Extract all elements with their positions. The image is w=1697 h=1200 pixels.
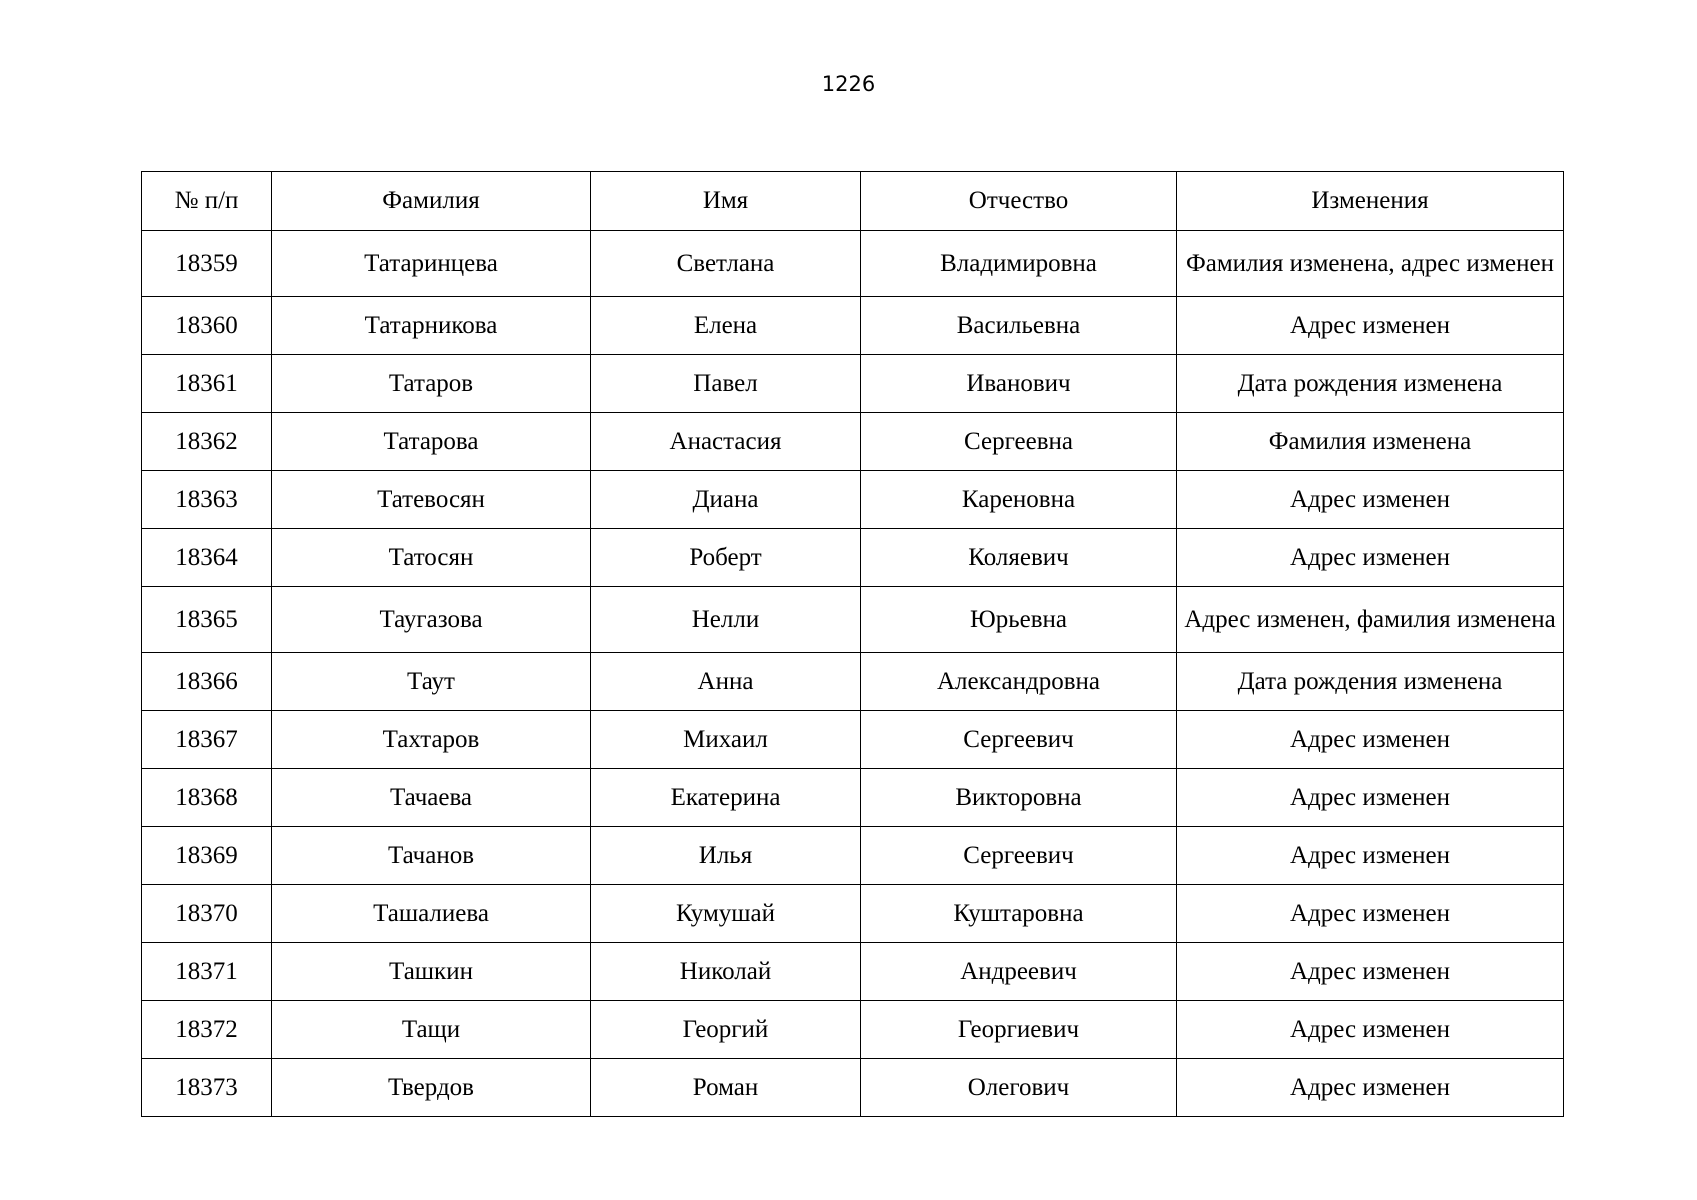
table-row: [142, 653, 1564, 711]
cell-first-name: Анастасия: [591, 413, 861, 471]
cell-surname: Татаринцева: [272, 231, 591, 297]
cell-patronymic: Кареновна: [861, 471, 1177, 529]
cell-number: 18363: [142, 471, 272, 529]
cell-first-name: Нелли: [591, 587, 861, 653]
cell-patronymic: Куштаровна: [861, 885, 1177, 943]
header-surname: Фамилия: [272, 172, 591, 231]
cell-number: 18361: [142, 355, 272, 413]
cell-patronymic: Сергеевна: [861, 413, 1177, 471]
cell-surname: Твердов: [272, 1059, 591, 1117]
cell-changes: Адрес изменен: [1177, 943, 1564, 1001]
header-patronymic: Отчество: [861, 172, 1177, 231]
header-changes: Изменения: [1177, 172, 1564, 231]
table-row: [142, 769, 1564, 827]
cell-first-name: Елена: [591, 297, 861, 355]
table-row: [142, 827, 1564, 885]
cell-surname: Татевосян: [272, 471, 591, 529]
cell-first-name: Светлана: [591, 231, 861, 297]
cell-changes: Адрес изменен: [1177, 711, 1564, 769]
cell-patronymic: Васильевна: [861, 297, 1177, 355]
cell-first-name: Анна: [591, 653, 861, 711]
cell-first-name: Кумушай: [591, 885, 861, 943]
table-row: [142, 413, 1564, 471]
cell-number: 18369: [142, 827, 272, 885]
cell-first-name: Екатерина: [591, 769, 861, 827]
cell-surname: Тахтаров: [272, 711, 591, 769]
cell-first-name: Роман: [591, 1059, 861, 1117]
cell-patronymic: Сергеевич: [861, 711, 1177, 769]
changes-table: [141, 171, 1564, 1117]
cell-number: 18367: [142, 711, 272, 769]
header-first-name: Имя: [591, 172, 861, 231]
cell-patronymic: Владимировна: [861, 231, 1177, 297]
cell-changes: Адрес изменен: [1177, 297, 1564, 355]
cell-first-name: Георгий: [591, 1001, 861, 1059]
cell-changes: Адрес изменен: [1177, 885, 1564, 943]
cell-number: 18370: [142, 885, 272, 943]
cell-surname: Тачанов: [272, 827, 591, 885]
cell-first-name: Михаил: [591, 711, 861, 769]
cell-changes: Адрес изменен, фамилия изменена: [1177, 587, 1564, 653]
cell-patronymic: Андреевич: [861, 943, 1177, 1001]
table-row: [142, 1059, 1564, 1117]
cell-first-name: Николай: [591, 943, 861, 1001]
cell-number: 18372: [142, 1001, 272, 1059]
cell-surname: Татарникова: [272, 297, 591, 355]
cell-first-name: Илья: [591, 827, 861, 885]
cell-number: 18371: [142, 943, 272, 1001]
cell-patronymic: Сергеевич: [861, 827, 1177, 885]
cell-number: 18368: [142, 769, 272, 827]
cell-changes: Адрес изменен: [1177, 1001, 1564, 1059]
cell-changes: Адрес изменен: [1177, 529, 1564, 587]
table-row: [142, 1001, 1564, 1059]
cell-surname: Татаров: [272, 355, 591, 413]
table-header-row: [142, 172, 1564, 231]
table-row: [142, 355, 1564, 413]
cell-number: 18365: [142, 587, 272, 653]
cell-patronymic: Викторовна: [861, 769, 1177, 827]
cell-changes: Адрес изменен: [1177, 769, 1564, 827]
table-row: [142, 231, 1564, 297]
cell-changes: Адрес изменен: [1177, 827, 1564, 885]
table-row: [142, 711, 1564, 769]
cell-surname: Тачаева: [272, 769, 591, 827]
cell-patronymic: Юрьевна: [861, 587, 1177, 653]
page-number: 1226: [821, 72, 876, 96]
cell-surname: Тащи: [272, 1001, 591, 1059]
table-row: [142, 587, 1564, 653]
table-row: [142, 885, 1564, 943]
cell-changes: Адрес изменен: [1177, 471, 1564, 529]
cell-changes: Фамилия изменена, адрес изменен: [1177, 231, 1564, 297]
cell-patronymic: Георгиевич: [861, 1001, 1177, 1059]
cell-changes: Адрес изменен: [1177, 1059, 1564, 1117]
cell-number: 18366: [142, 653, 272, 711]
cell-number: 18362: [142, 413, 272, 471]
cell-first-name: Диана: [591, 471, 861, 529]
table-row: [142, 529, 1564, 587]
cell-patronymic: Иванович: [861, 355, 1177, 413]
cell-first-name: Роберт: [591, 529, 861, 587]
cell-surname: Ташкин: [272, 943, 591, 1001]
cell-number: 18373: [142, 1059, 272, 1117]
cell-number: 18364: [142, 529, 272, 587]
cell-changes: Дата рождения изменена: [1177, 355, 1564, 413]
table-row: [142, 943, 1564, 1001]
cell-number: 18360: [142, 297, 272, 355]
table-row: [142, 297, 1564, 355]
header-number: № п/п: [142, 172, 272, 231]
cell-surname: Таут: [272, 653, 591, 711]
cell-changes: Фамилия изменена: [1177, 413, 1564, 471]
cell-surname: Таугазова: [272, 587, 591, 653]
table-row: [142, 471, 1564, 529]
cell-first-name: Павел: [591, 355, 861, 413]
cell-surname: Ташалиева: [272, 885, 591, 943]
cell-surname: Татарова: [272, 413, 591, 471]
cell-patronymic: Олегович: [861, 1059, 1177, 1117]
cell-patronymic: Коляевич: [861, 529, 1177, 587]
cell-patronymic: Александровна: [861, 653, 1177, 711]
cell-changes: Дата рождения изменена: [1177, 653, 1564, 711]
cell-number: 18359: [142, 231, 272, 297]
cell-surname: Татосян: [272, 529, 591, 587]
